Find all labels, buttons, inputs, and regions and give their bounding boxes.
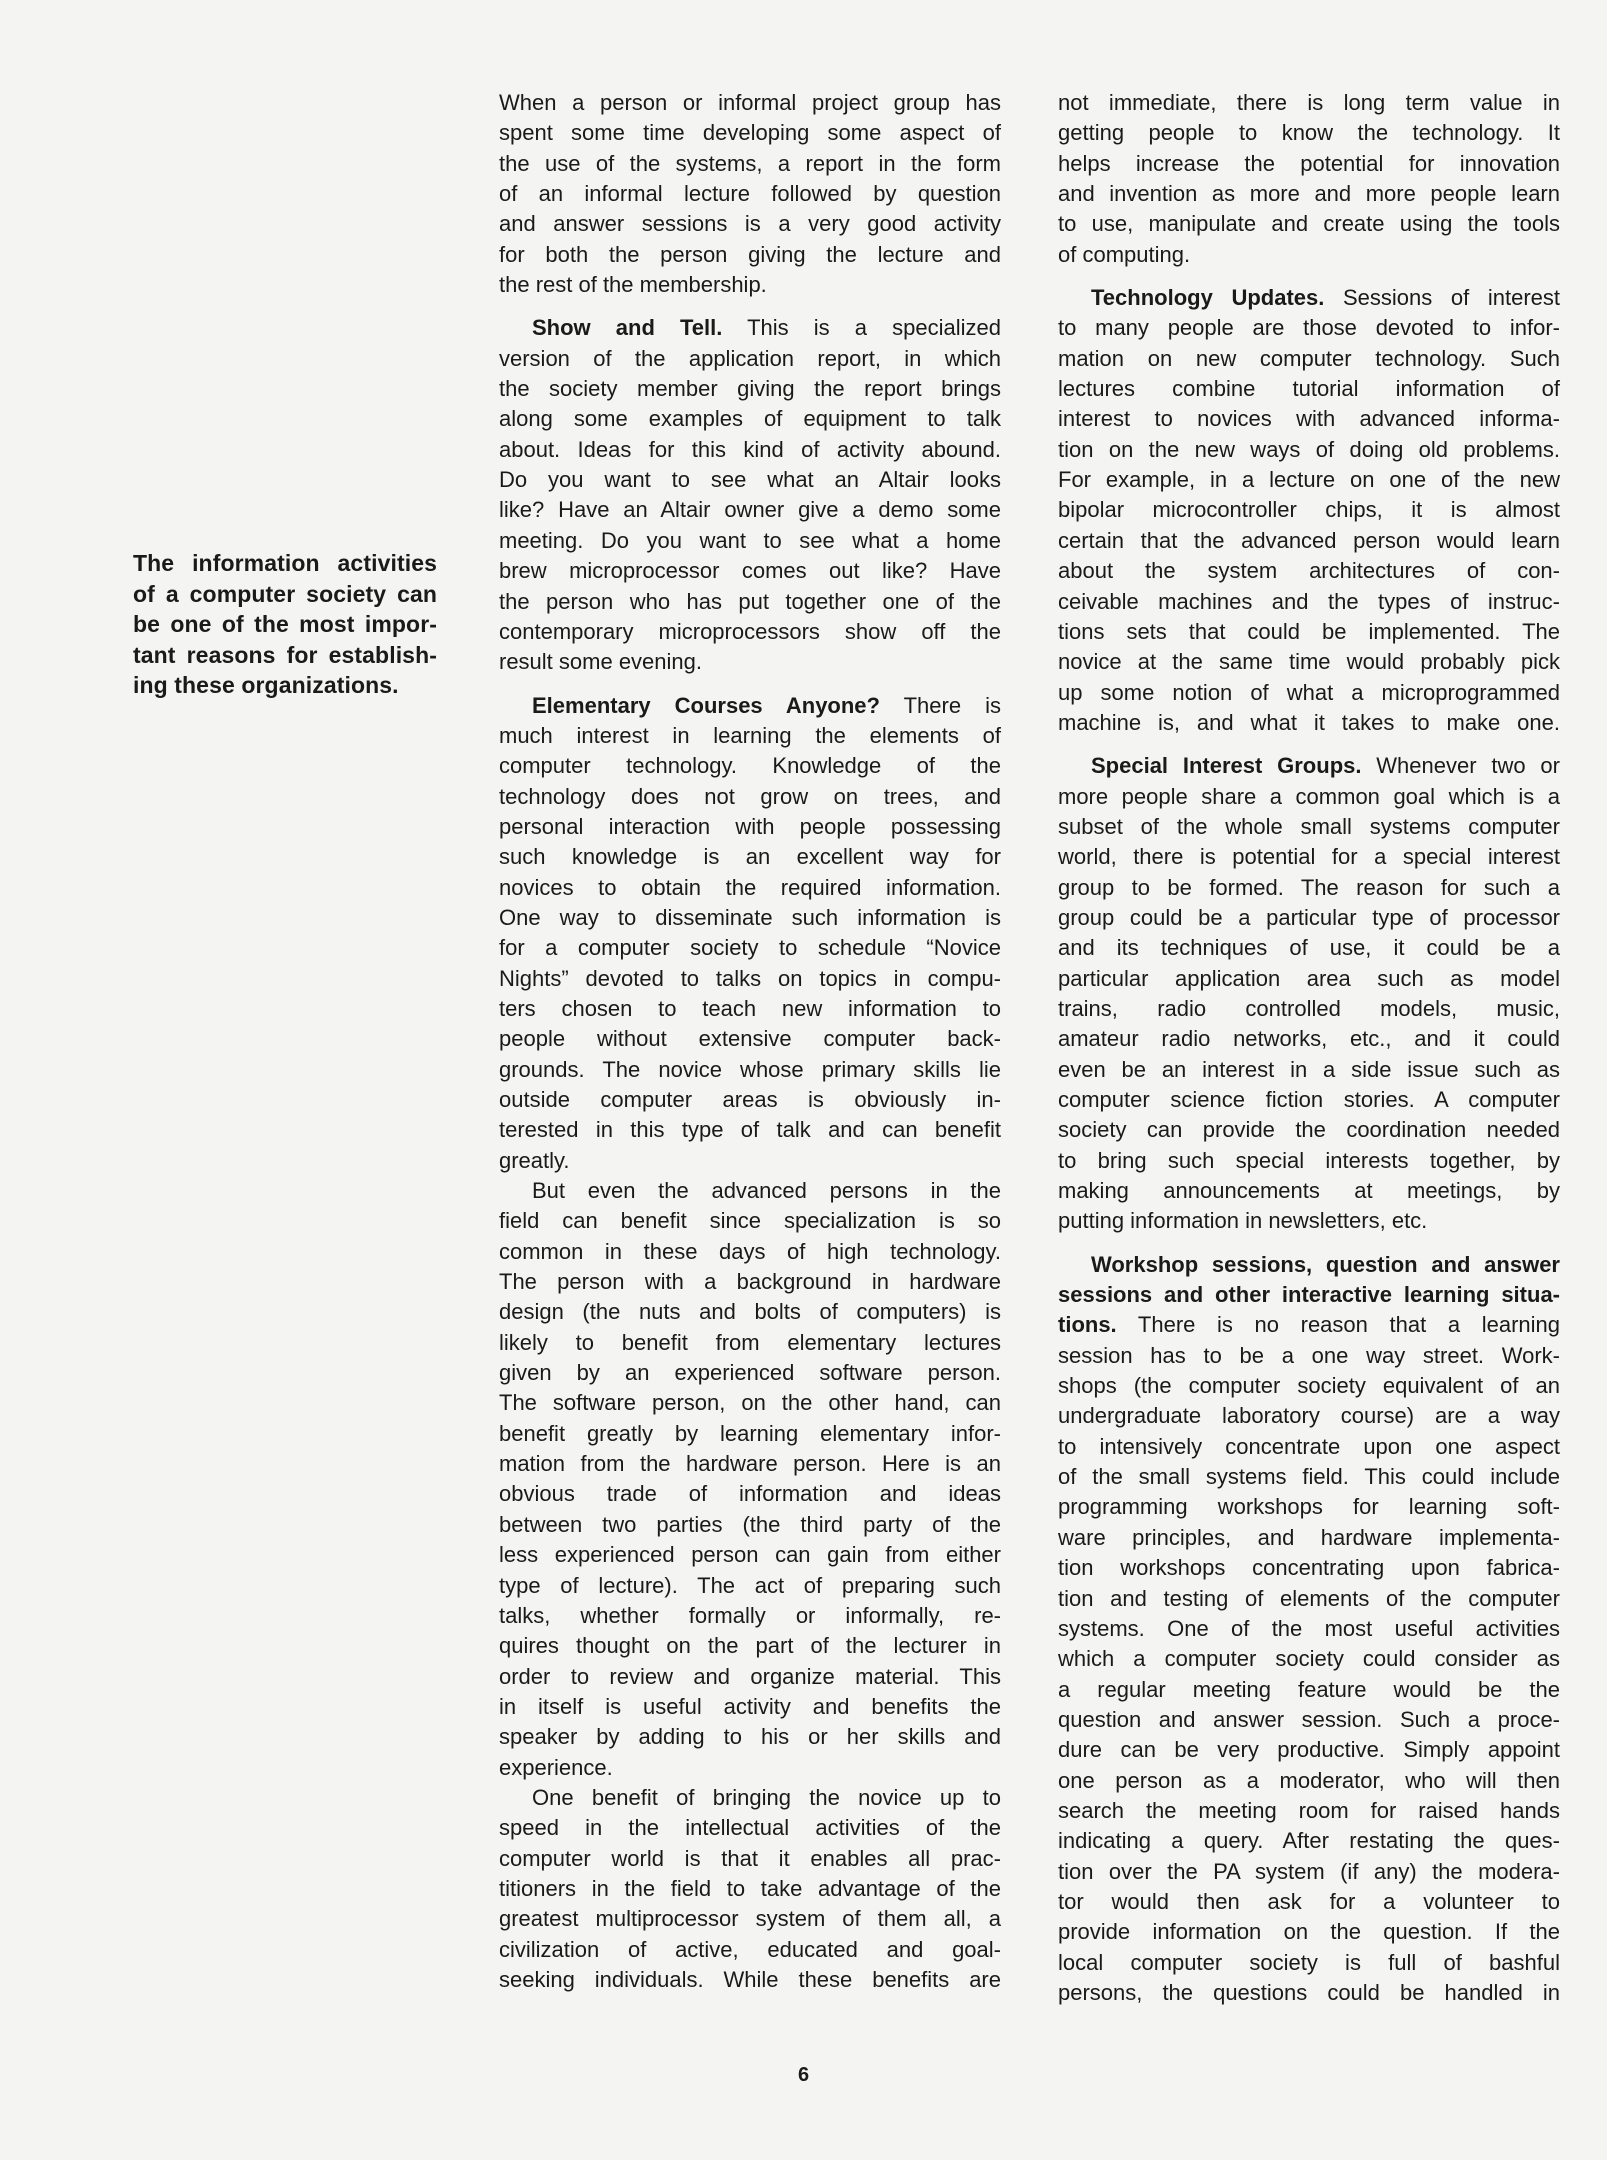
text-line: given by an experienced software person. xyxy=(499,1360,1001,1386)
pull-quote-line: of a computer society can xyxy=(133,580,437,607)
text-line: type of lecture). The act of preparing such xyxy=(499,1572,1001,1598)
paragraph-show-and-tell xyxy=(499,313,1001,677)
text-line: local computer society is full of bashful xyxy=(1058,1949,1560,1975)
text-line: greatest multiprocessor system of them all, a xyxy=(499,1906,1001,1932)
section-heading-elementary-courses: Elementary Courses Anyone? xyxy=(532,692,880,718)
text-line: programming workshops for learning soft- xyxy=(1058,1494,1560,1520)
text-line: and its techniques of use, it could be a xyxy=(1058,935,1560,961)
text-line: one person as a moderator, who will then xyxy=(1058,1767,1560,1793)
pull-quote-line: ing these organizations. xyxy=(133,672,399,698)
text-line: and answer sessions is a very good activity xyxy=(499,211,1001,237)
text-line: Elementary Courses Anyone? There is xyxy=(532,692,1001,718)
text-line: such knowledge is an excellent way for xyxy=(499,844,1001,870)
text-line: for a computer society to schedule “Novice xyxy=(499,935,1001,961)
page-number: 6 xyxy=(797,2064,810,2086)
text-line: contemporary microprocessors show off the xyxy=(499,618,1001,644)
text-line: lectures combine tutorial information of xyxy=(1058,376,1560,402)
section-heading-special-interest-groups: Special Interest Groups. xyxy=(1091,753,1362,779)
text-line: the person who has put together one of the xyxy=(499,588,1001,614)
paragraph-advanced-persons xyxy=(499,1176,1001,1783)
text-line: personal interaction with people possessing xyxy=(499,813,1001,839)
text-line: version of the application report, in which xyxy=(499,345,1001,371)
pull-quote xyxy=(133,548,437,701)
text-line: society can provide the coordination needed xyxy=(1058,1117,1560,1143)
text-line: ceivable machines and the types of instruc- xyxy=(1058,588,1560,614)
text-line: indicating a query. After restating the ques- xyxy=(1058,1828,1560,1854)
text-line: helps increase the potential for innovation xyxy=(1058,150,1560,176)
text-line: more people share a common goal which is a xyxy=(1058,783,1560,809)
text-line: titioners in the field to take advantage of the xyxy=(499,1875,1001,1901)
text-line: novice at the same time would probably pick xyxy=(1058,649,1560,675)
section-heading-technology-updates: Technology Updates. xyxy=(1091,285,1325,311)
text-line: order to review and organize material. This xyxy=(499,1663,1001,1689)
text-line: result some evening. xyxy=(499,649,702,675)
pull-quote-line: The information activities xyxy=(133,550,437,576)
paragraph-workshop-sessions xyxy=(1058,1250,1560,2009)
text-line: computer world is that it enables all prac- xyxy=(499,1845,1001,1871)
text-line: novices to obtain the required information. xyxy=(499,874,1001,900)
text-line: like? Have an Altair owner give a demo some xyxy=(499,497,1001,523)
text-line: quires thought on the part of the lecturer in xyxy=(499,1633,1001,1659)
text-line: computer science fiction stories. A computer xyxy=(1058,1087,1560,1112)
text-line: to intensively concentrate upon one aspect xyxy=(1058,1433,1560,1459)
text-line: computer technology. Knowledge of the xyxy=(499,753,1001,779)
paragraph-benefit-novice xyxy=(499,1783,1001,1995)
text-line: ters chosen to teach new information to xyxy=(499,995,1001,1021)
text-line: undergraduate laboratory course) are a way xyxy=(1058,1403,1560,1429)
text-line: technology does not grow on trees, and xyxy=(499,783,1001,809)
paragraph-elementary-courses xyxy=(499,691,1001,1177)
text-line: world, there is potential for a special interest xyxy=(1058,844,1560,870)
text-line: to bring such special interests together, by xyxy=(1058,1147,1560,1173)
text-line: grounds. The novice whose primary skills lie xyxy=(499,1056,1001,1082)
text-line: tion and testing of elements of the computer xyxy=(1058,1585,1560,1611)
paragraph-special-interest-groups xyxy=(1058,751,1560,1237)
text-line: session has to be a one way street. Work- xyxy=(1058,1342,1560,1368)
text-line: which a computer society could consider as xyxy=(1058,1646,1560,1672)
text-line: group could be a particular type of processor xyxy=(1058,904,1560,930)
text-column-middle xyxy=(499,88,1001,1995)
section-heading-workshop-line: Workshop sessions, question and answer xyxy=(1091,1251,1560,1277)
text-line: group to be formed. The reason for such a xyxy=(1058,874,1560,900)
text-line: the rest of the membership. xyxy=(499,272,767,298)
text-line: to many people are those devoted to infor- xyxy=(1058,315,1560,341)
text-line: trains, radio controlled models, music, xyxy=(1058,995,1560,1021)
paragraph-long-term-value xyxy=(1058,88,1560,270)
text-line: of an informal lecture followed by question xyxy=(499,181,1001,207)
text-line: experience. xyxy=(499,1754,613,1780)
text-line: common in these days of high technology. xyxy=(499,1238,1001,1264)
text-line: greatly. xyxy=(499,1147,570,1173)
text-line: terested in this type of talk and can benefit xyxy=(499,1117,1001,1143)
text-line: brew microprocessor comes out like? Have xyxy=(499,558,1001,584)
text-line: The person with a background in hardware xyxy=(499,1269,1001,1295)
text-line: machine is, and what it takes to make one. xyxy=(1058,709,1560,735)
text-line: for both the person giving the lecture and xyxy=(499,241,1001,267)
text-line: Special Interest Groups. Whenever two or xyxy=(1091,753,1560,779)
text-line: benefit greatly by learning elementary infor- xyxy=(499,1420,1001,1446)
text-line: civilization of active, educated and goal- xyxy=(499,1936,1001,1962)
text-line: The software person, on the other hand, can xyxy=(499,1390,1001,1416)
text-line: about. Ideas for this kind of activity abound. xyxy=(499,436,1001,462)
text-line: Do you want to see what an Altair looks xyxy=(499,467,1001,493)
text-line: subset of the whole small systems computer xyxy=(1058,813,1560,839)
text-line: a regular meeting feature would be the xyxy=(1058,1676,1560,1702)
text-line: spent some time developing some aspect of xyxy=(499,120,1001,146)
text-line: bipolar microcontroller chips, it is almost xyxy=(1058,497,1560,523)
text-line: ware principles, and hardware implementa- xyxy=(1058,1524,1560,1550)
text-line: speaker by adding to his or her skills and xyxy=(499,1724,1001,1750)
text-line: Nights” devoted to talks on topics in compu- xyxy=(499,965,1001,991)
text-line: talks, whether formally or informally, re- xyxy=(499,1602,1001,1628)
text-line: For example, in a lecture on one of the new xyxy=(1058,467,1560,493)
text-line: the society member giving the report brings xyxy=(499,376,1001,402)
text-line: tion workshops concentrating upon fabrica- xyxy=(1058,1555,1560,1581)
text-line: about the system architectures of con- xyxy=(1058,558,1560,584)
text-column-right xyxy=(1058,88,1560,2008)
text-line: of the small systems field. This could include xyxy=(1058,1464,1560,1490)
text-line: systems. One of the most useful activities xyxy=(1058,1615,1560,1641)
text-line: design (the nuts and bolts of computers) is xyxy=(499,1299,1001,1325)
text-line: interest to novices with advanced informa- xyxy=(1058,406,1560,432)
text-line: question and answer session. Such a proce- xyxy=(1058,1706,1560,1732)
text-line: speed in the intellectual activities of the xyxy=(499,1815,1001,1841)
text-line: mation from the hardware person. Here is an xyxy=(499,1451,1001,1477)
text-line: obvious trade of information and ideas xyxy=(499,1481,1001,1507)
section-heading-workshop-tail: tions. xyxy=(1058,1312,1117,1338)
text-line: field can benefit since specialization is so xyxy=(499,1208,1001,1234)
text-line: One benefit of bringing the novice up to xyxy=(532,1784,1001,1810)
text-line: certain that the advanced person would learn xyxy=(1058,527,1560,553)
text-line: likely to benefit from elementary lectures xyxy=(499,1329,1001,1355)
text-line: tor would then ask for a volunteer to xyxy=(1058,1888,1560,1914)
text-line: less experienced person can gain from either xyxy=(499,1542,1001,1568)
text-line: tion on the new ways of doing old problems. xyxy=(1058,436,1560,462)
text-line: and invention as more and more people learn xyxy=(1058,181,1560,207)
text-line: amateur radio networks, etc., and it could xyxy=(1058,1026,1560,1052)
text-line: search the meeting room for raised hands xyxy=(1058,1797,1560,1823)
text-line: shops (the computer society equivalent of an xyxy=(1058,1373,1560,1399)
text-line: getting people to know the technology. It xyxy=(1058,120,1560,146)
section-heading-workshop-line: sessions and other interactive learning situa- xyxy=(1058,1282,1560,1308)
text-line: of computing. xyxy=(1058,241,1191,267)
pull-quote-line: be one of the most impor- xyxy=(133,611,437,637)
text-line: particular application area such as model xyxy=(1058,965,1560,991)
text-line: even be an interest in a side issue such as xyxy=(1058,1056,1560,1082)
text-line: tions. There is no reason that a learning xyxy=(1058,1312,1560,1338)
text-line: tion over the PA system (if any) the modera- xyxy=(1058,1858,1560,1884)
text-line: One way to disseminate such information is xyxy=(499,904,1001,930)
pull-quote-line: tant reasons for establish- xyxy=(133,641,437,668)
paragraph-application-report xyxy=(499,88,1001,300)
text-line: to use, manipulate and create using the tools xyxy=(1058,211,1560,237)
text-line: much interest in learning the elements of xyxy=(499,722,1001,748)
text-line: the use of the systems, a report in the form xyxy=(499,150,1001,176)
text-line: persons, the questions could be handled in xyxy=(1058,1979,1560,2005)
text-line: meeting. Do you want to see what a home xyxy=(499,527,1001,553)
text-line: making announcements at meetings, by xyxy=(1058,1178,1560,1204)
text-line: seeking individuals. While these benefits are xyxy=(499,1966,1001,1992)
text-line: dure can be very productive. Simply appoint xyxy=(1058,1737,1560,1763)
text-line: between two parties (the third party of the xyxy=(499,1511,1001,1537)
text-line: Technology Updates. Sessions of interest xyxy=(1091,285,1560,311)
text-line: people without extensive computer back- xyxy=(499,1026,1001,1052)
text-line: putting information in newsletters, etc. xyxy=(1058,1208,1428,1234)
text-line: tions sets that could be implemented. The xyxy=(1058,618,1560,644)
text-line: along some examples of equipment to talk xyxy=(499,406,1001,432)
text-line: When a person or informal project group has xyxy=(499,90,1001,115)
section-heading-show-and-tell: Show and Tell. xyxy=(532,315,723,341)
text-line: up some notion of what a microprogrammed xyxy=(1058,679,1560,705)
text-line: outside computer areas is obviously in- xyxy=(499,1087,1001,1112)
text-line: in itself is useful activity and benefits the xyxy=(499,1693,1001,1719)
text-line: not immediate, there is long term value in xyxy=(1058,90,1560,115)
text-line: provide information on the question. If the xyxy=(1058,1919,1560,1945)
paragraph-technology-updates xyxy=(1058,283,1560,738)
text-line: But even the advanced persons in the xyxy=(532,1178,1001,1204)
text-line: Show and Tell. This is a specialized xyxy=(532,315,1001,341)
text-line: mation on new computer technology. Such xyxy=(1058,345,1560,371)
